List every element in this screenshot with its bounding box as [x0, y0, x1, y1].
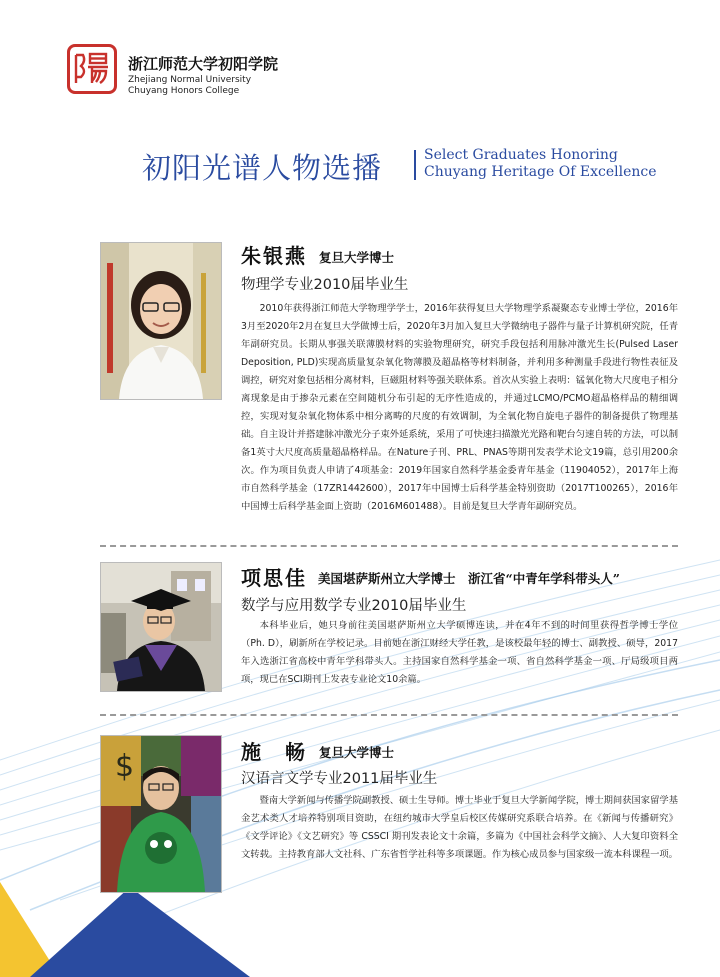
profile-degree: 复旦大学博士: [319, 745, 395, 760]
profile-name: 项思佳: [241, 566, 307, 590]
profile-photo-shi-chang: [100, 735, 222, 893]
profile-photo-xiang-sijia: [100, 562, 222, 692]
profile-degree: 复旦大学博士: [319, 250, 395, 265]
profile-major: 汉语言文学专业2011届毕业生: [241, 771, 438, 787]
page-title-english-line1: Select Graduates Honoring: [424, 147, 618, 163]
profile-major: 数学与应用数学专业2010届毕业生: [241, 598, 467, 614]
profile-name: 施 畅: [241, 740, 307, 764]
school-name-chinese: 浙江师范大学初阳学院: [128, 55, 279, 73]
section-divider: [100, 714, 678, 716]
college-seal-logo: [67, 44, 117, 94]
page-title-english-line2: Chuyang Heritage Of Excellence: [424, 164, 657, 180]
title-separator: [414, 150, 416, 180]
page-title-chinese: 初阳光谱人物选播: [142, 151, 383, 185]
profile-photo-zhu-yinyan: [100, 242, 222, 400]
section-divider: [100, 545, 678, 547]
profile-degree: 美国堪萨斯州立大学博士 浙江省“中青年学科带头人”: [318, 571, 620, 586]
profile-biography: 暨南大学新闻与传播学院副教授、硕士生导师。博士毕业于复旦大学新闻学院，博士期间获国家留学基金艺术类人才培养特别项目资助，在纽约城市大学皇后校区传媒研究系联合培养。在《新闻与传播研究》《文学评论》《文艺研究》等 CSSCI 期刊发表论文十余篇，多篇为《中国社会科学文摘》、人大复印资料全文转载。主持教育部人文社科、广东省哲学社科等多项课题。作为核心成员参与国家级一流本科课程一项。: [241, 795, 678, 860]
profile-major: 物理学专业2010届毕业生: [241, 277, 409, 293]
svg-text:$: $: [115, 749, 135, 784]
profile-name: 朱银燕: [241, 244, 307, 268]
school-name-english-line2: Chuyang Honors College: [128, 86, 240, 96]
school-name-english-line1: Zhejiang Normal University: [128, 75, 252, 85]
profile-biography: 2010年获得浙江师范大学物理学学士，2016年获得复旦大学物理学系凝聚态专业博士学位，2016年3月至2020年2月在复旦大学做博士后，2020年3月加入复旦大学微纳电子器件与量子计算机研究院，任青年副研究员。长期从事强关联薄膜材料的实验物理研究，研究手段包括利用脉冲激光生长(Pulsed Laser Deposition, PLD)实现高质量复杂氧化物薄膜及超晶格等材料制备，并利用多种测量手段进行物性表征及调控，研究对象包括相分离材料，巨磁阻材料等强关联体系。首次从实验上表明：锰氧化物大尺度电子相分离现象是由于掺杂元素在空间随机分布引起的无序性造成的，并通过LCMO/PCMO超晶格样品的精细调控，实现对复杂氧化物体系中相分离畴的尺度的有效调制，为全氧化物自旋电子器件的制备提供了物理基础。自主设计并搭建脉冲激光分子束外延系统，采用了可快速扫描激光光路和靶台匀速自转的方法，可以制备1英寸大尺度高质量超晶格样品。在Nature子刊、PRL、PNAS等期刊发表学术论文19篇，总引用200余次。作为项目负责人申请了4项基金：2019年国家自然科学基金委青年基金（11904052），2017年上海市自然科学基金（17ZR1442600），2017年中国博士后科学基金特别资助（2017T100265），2016年中国博士后科学基金面上资助（2016M601488）。目前是复旦大学青年副研究员。: [241, 303, 678, 512]
profile-biography: 本科毕业后，她只身前往美国堪萨斯州立大学硕博连读，并在4年不到的时间里获得哲学博士学位（Ph. D），刷新所在学校记录。目前她在浙江财经大学任教，是该校最年轻的博士、副教授、硕导，2017年入选浙江省高校中青年学科带头人。主持国家自然科学基金一项、省自然科学基金一项、厅局级项目两项，现已在SCI期刊上发表专业论文10余篇。: [241, 620, 678, 685]
